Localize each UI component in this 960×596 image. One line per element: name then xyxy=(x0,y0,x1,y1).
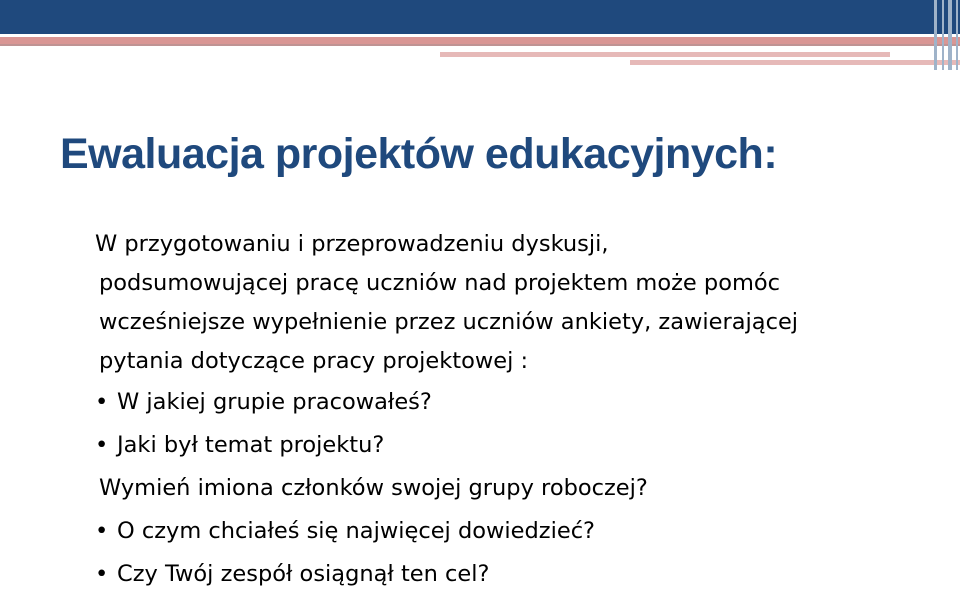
decorative-stripe xyxy=(630,60,960,65)
list-item-text: O czym chciałeś się najwięcej dowiedzieć? xyxy=(117,518,596,544)
list-item-text: Jaki był temat projektu? xyxy=(117,432,385,458)
list-item-text: Wymień imiona członków swojej grupy roboczej? xyxy=(99,475,648,501)
intro-line: podsumowującej pracę uczniów nad projektem może pomóc xyxy=(99,270,781,296)
intro-line: pytania dotyczące pracy projektowej : xyxy=(99,348,529,374)
bullet: • xyxy=(95,561,109,587)
list-item xyxy=(95,467,935,510)
list-item-text: Czy Twój zespół osiągnął ten cel? xyxy=(117,561,490,587)
decorative-lines xyxy=(930,0,960,70)
intro-line: W przygotowaniu i przeprowadzeniu dyskusji, xyxy=(95,231,609,257)
decorative-stripe xyxy=(0,44,960,46)
list-item-text: W jakiej grupie pracowałeś? xyxy=(117,389,432,415)
list-item xyxy=(95,553,935,596)
decorative-stripe xyxy=(440,52,890,57)
slide-body xyxy=(95,225,935,596)
list-item xyxy=(95,510,935,553)
slide-title: Ewaluacja projektów edukacyjnych: xyxy=(60,130,778,178)
bullet: • xyxy=(95,432,109,458)
list-item xyxy=(95,381,935,424)
header-bar xyxy=(0,0,960,34)
bullet: • xyxy=(95,389,109,415)
list-item xyxy=(95,424,935,467)
intro-paragraph xyxy=(95,225,935,381)
intro-line: wcześniejsze wypełnienie przez uczniów ankiety, zawierającej xyxy=(99,309,799,335)
bullet: • xyxy=(95,518,109,544)
decorative-stripe xyxy=(0,37,960,44)
